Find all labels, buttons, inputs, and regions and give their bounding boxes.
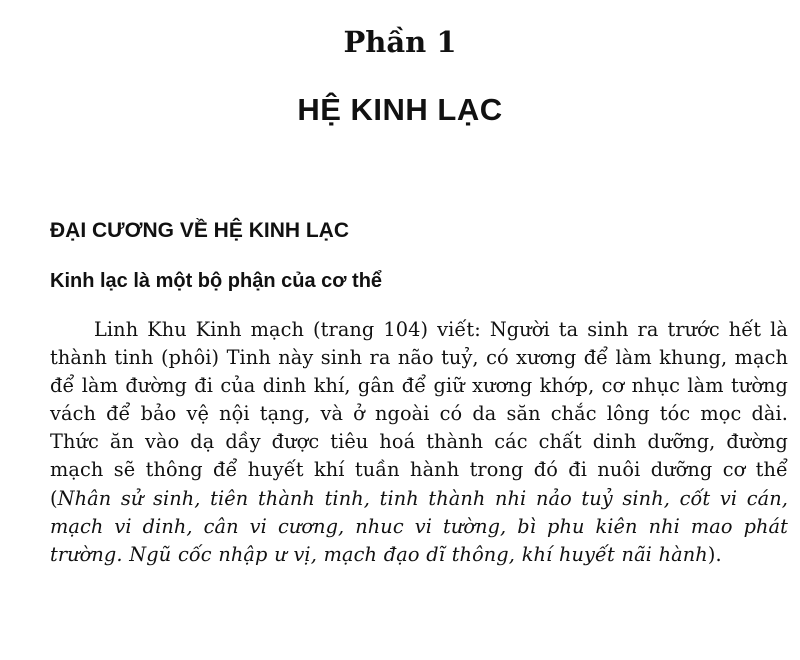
part-label: Phần 1: [343, 25, 457, 59]
part-title: HỆ KINH LẠC: [297, 92, 503, 127]
subsection-heading: Kinh lạc là một bộ phận của cơ thể: [50, 270, 383, 292]
body-paragraph: [50, 316, 788, 569]
paragraph-text: Linh Khu Kinh mạch (trang 104) viết: Người ta sinh ra trước hết là thành tinh (phôi) Tinh này sinh ra não tuỷ, có xương để làm khung, mạch để làm đường đi của dinh khí, gân để giữ xương khớp, cơ nhục làm tường vách để bảo vệ nội tạng, và ở ngoài có da săn chắc lông tóc mọc dài. Thức ăn vào dạ dầy được tiêu hoá thành các chất dinh dưỡng, đường mạch sẽ thông để huyết khí tuần hành trong đó đi nuôi dưỡng cơ thể (: [50, 318, 788, 510]
section-heading: ĐẠI CƯƠNG VỀ HỆ KINH LẠC: [50, 219, 350, 242]
paragraph-italic-quote: Nhân sử sinh, tiên thành tinh, tinh thành nhi nảo tuỷ sinh, cốt vi cán, mạch vi dinh, cân vi cương, nhuc vi tường, bì phu kiên nhi mao phát trường. Ngũ cốc nhập ư vị, mạch đạo dĩ thông, khí huyết nãi hành: [50, 486, 788, 566]
paragraph-closing: ).: [707, 542, 722, 566]
